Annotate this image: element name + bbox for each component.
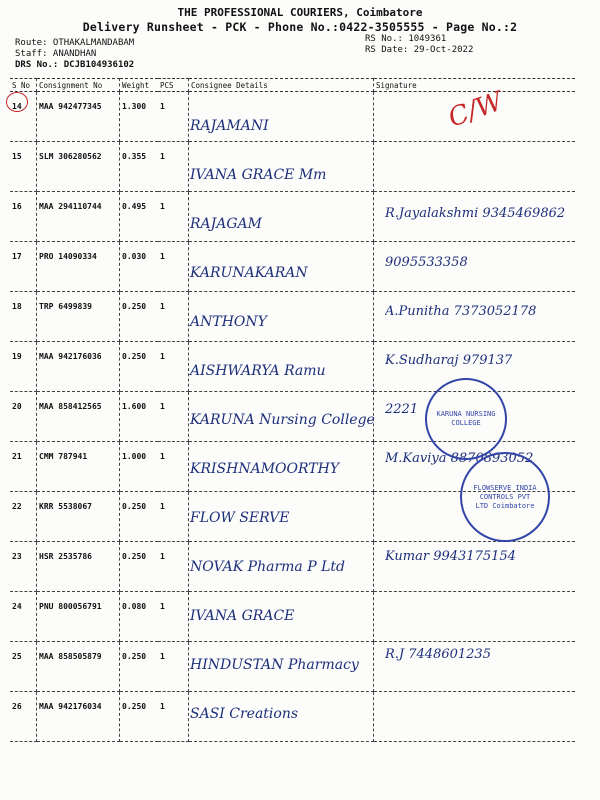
col-signature: Signature [374, 79, 576, 92]
cw-mark: C/W [444, 86, 507, 134]
row-weight: 0.080 [120, 592, 159, 642]
handwritten-signature: 2221 [385, 402, 419, 417]
row-signature [374, 592, 576, 642]
row-signature [374, 142, 576, 192]
row-weight: 1.300 [120, 92, 159, 142]
company-title: THE PROFESSIONAL COURIERS, Coimbatore [177, 6, 423, 19]
row-sno: 25 [10, 642, 37, 692]
row-pcs: 1 [158, 642, 189, 692]
row-pcs: 1 [158, 242, 189, 292]
handwritten-name: KRISHNAMOORTHY [190, 461, 340, 477]
row-pcs: 1 [158, 142, 189, 192]
col-weight: Weight [120, 79, 159, 92]
row-pcs: 1 [158, 392, 189, 442]
row-sno: 23 [10, 542, 37, 592]
row-signature [374, 692, 576, 742]
row-pcs: 1 [158, 442, 189, 492]
runsheet-title: Delivery Runsheet - PCK - Phone No.:0422-3505555 - Page No.:2 [82, 20, 518, 34]
handwritten-name: ANTHONY [190, 314, 267, 330]
handwritten-signature: A.Punitha 7373052178 [385, 304, 537, 319]
row-consignment: MAA 942176036 [37, 342, 120, 392]
route-label: Route: OTHAKALMANDABAM [15, 38, 135, 48]
row-consignment: KRR 5538067 [37, 492, 120, 542]
row-sno: 17 [10, 242, 37, 292]
meta-right [365, 34, 473, 56]
row-sno: 15 [10, 142, 37, 192]
row-sno: 20 [10, 392, 37, 442]
drs-label: DRS No.: DCJB104936102 [15, 60, 135, 70]
col-pcs: PCS [158, 79, 189, 92]
row-consignment: SLM 306280562 [37, 142, 120, 192]
handwritten-name: RAJAMANI [190, 118, 269, 134]
row-pcs: 1 [158, 92, 189, 142]
handwritten-signature: 9095533358 [385, 255, 468, 270]
row-sno: 26 [10, 692, 37, 742]
row-pcs: 1 [158, 492, 189, 542]
row-weight: 0.250 [120, 642, 159, 692]
row-consignment: MAA 858505879 [37, 642, 120, 692]
handwritten-name: NOVAK Pharma P Ltd [190, 559, 345, 575]
handwritten-name: FLOW SERVE [190, 510, 290, 526]
row-sno: 19 [10, 342, 37, 392]
row-sno: 21 [10, 442, 37, 492]
row-consignment: CMM 787941 [37, 442, 120, 492]
row-pcs: 1 [158, 592, 189, 642]
handwritten-signature: R.Jayalakshmi 9345469862 [385, 206, 566, 221]
handwritten-name: RAJAGAM [190, 216, 263, 232]
meta-left [15, 38, 134, 71]
row-consignment: PNU 800056791 [37, 592, 120, 642]
row-sno: 22 [10, 492, 37, 542]
row-consignee [189, 92, 374, 142]
row-sno: 14 [10, 92, 37, 142]
row-sno: 16 [10, 192, 37, 242]
row-pcs: 1 [158, 292, 189, 342]
flowserve-stamp [460, 452, 550, 542]
row-consignment: PRO 14090334 [37, 242, 120, 292]
stamp-text: KARUNA NURSING COLLEGE [436, 410, 496, 427]
rs-date: RS Date: 29-Oct-2022 [365, 45, 474, 55]
handwritten-name: HINDUSTAN Pharmacy [190, 657, 359, 673]
staff-label: Staff: ANANDHAN [15, 49, 97, 59]
handwritten-name: IVANA GRACE [190, 608, 295, 624]
row-consignment: TRP 6499839 [37, 292, 120, 342]
row-weight: 0.250 [120, 692, 159, 742]
handwritten-signature: K.Sudharaj 979137 [385, 353, 513, 368]
handwritten-signature: Kumar 9943175154 [385, 549, 516, 564]
handwritten-signature: R.J 7448601235 [385, 647, 491, 662]
nursing-college-stamp [425, 378, 507, 460]
col-consignment: Consignment No [37, 79, 120, 92]
row-consignment: HSR 2535786 [37, 542, 120, 592]
handwritten-name: AISHWARYA Ramu [190, 363, 326, 379]
row-consignment: MAA 294110744 [37, 192, 120, 242]
handwritten-name: KARUNA Nursing College [190, 412, 375, 428]
circle-mark-icon [6, 92, 28, 112]
rs-number: RS No.: 1049361 [365, 34, 447, 44]
row-consignment: MAA 858412565 [37, 392, 120, 442]
row-sno: 18 [10, 292, 37, 342]
row-weight: 0.250 [120, 492, 159, 542]
row-weight: 0.250 [120, 342, 159, 392]
row-consignment: MAA 942477345 [37, 92, 120, 142]
row-sno: 24 [10, 592, 37, 642]
row-consignment: MAA 942176034 [37, 692, 120, 742]
row-weight: 0.355 [120, 142, 159, 192]
row-weight: 0.495 [120, 192, 159, 242]
row-weight: 0.030 [120, 242, 159, 292]
row-weight: 1.600 [120, 392, 159, 442]
row-pcs: 1 [158, 342, 189, 392]
handwritten-name: IVANA GRACE Mm [190, 167, 327, 183]
row-pcs: 1 [158, 692, 189, 742]
row-pcs: 1 [158, 542, 189, 592]
col-consignee: Consignee Details [189, 79, 374, 92]
handwritten-signature: M.Kaviya 8870893052 [385, 451, 534, 466]
row-weight: 1.000 [120, 442, 159, 492]
col-sno: S No [10, 79, 37, 92]
handwritten-name: SASI Creations [190, 706, 299, 722]
handwritten-name: KARUNAKARAN [190, 265, 308, 281]
row-weight: 0.250 [120, 292, 159, 342]
row-weight: 0.250 [120, 542, 159, 592]
row-pcs: 1 [158, 192, 189, 242]
stamp-text-2: FLOWSERVE INDIA CONTROLS PVT LTD Coimbatore [473, 483, 537, 510]
